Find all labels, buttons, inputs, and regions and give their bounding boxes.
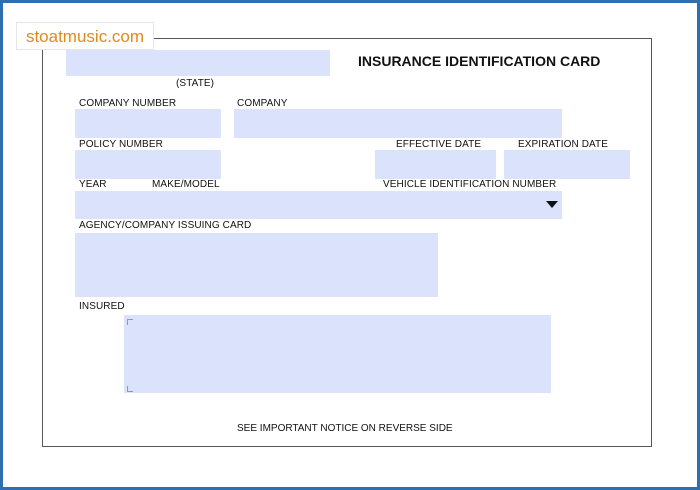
company-number-field[interactable] — [75, 109, 221, 138]
make-model-label: MAKE/MODEL — [152, 179, 220, 190]
field-corner-mark — [127, 319, 133, 325]
year-label: YEAR — [79, 179, 107, 190]
card-title: INSURANCE IDENTIFICATION CARD — [358, 53, 601, 69]
agency-field[interactable] — [75, 233, 438, 297]
state-field[interactable] — [66, 50, 330, 76]
company-field[interactable] — [234, 109, 562, 138]
field-corner-mark — [127, 386, 133, 392]
effective-date-field[interactable] — [375, 150, 496, 179]
watermark-logo: stoatmusic.com — [16, 22, 154, 50]
company-number-label: COMPANY NUMBER — [79, 98, 177, 109]
insured-label: INSURED — [79, 301, 125, 312]
vin-label: VEHICLE IDENTIFICATION NUMBER — [383, 179, 557, 190]
state-label: (STATE) — [176, 78, 215, 89]
company-label: COMPANY — [237, 98, 288, 109]
reverse-side-notice: SEE IMPORTANT NOTICE ON REVERSE SIDE — [237, 423, 453, 434]
vehicle-dropdown[interactable] — [75, 191, 562, 219]
effective-date-label: EFFECTIVE DATE — [396, 139, 482, 150]
policy-number-label: POLICY NUMBER — [79, 139, 163, 150]
expiration-date-field[interactable] — [504, 150, 630, 179]
policy-number-field[interactable] — [75, 150, 221, 179]
dropdown-arrow-icon[interactable] — [546, 201, 558, 208]
agency-label: AGENCY/COMPANY ISSUING CARD — [79, 220, 252, 231]
insured-field[interactable] — [124, 315, 551, 393]
expiration-date-label: EXPIRATION DATE — [518, 139, 609, 150]
